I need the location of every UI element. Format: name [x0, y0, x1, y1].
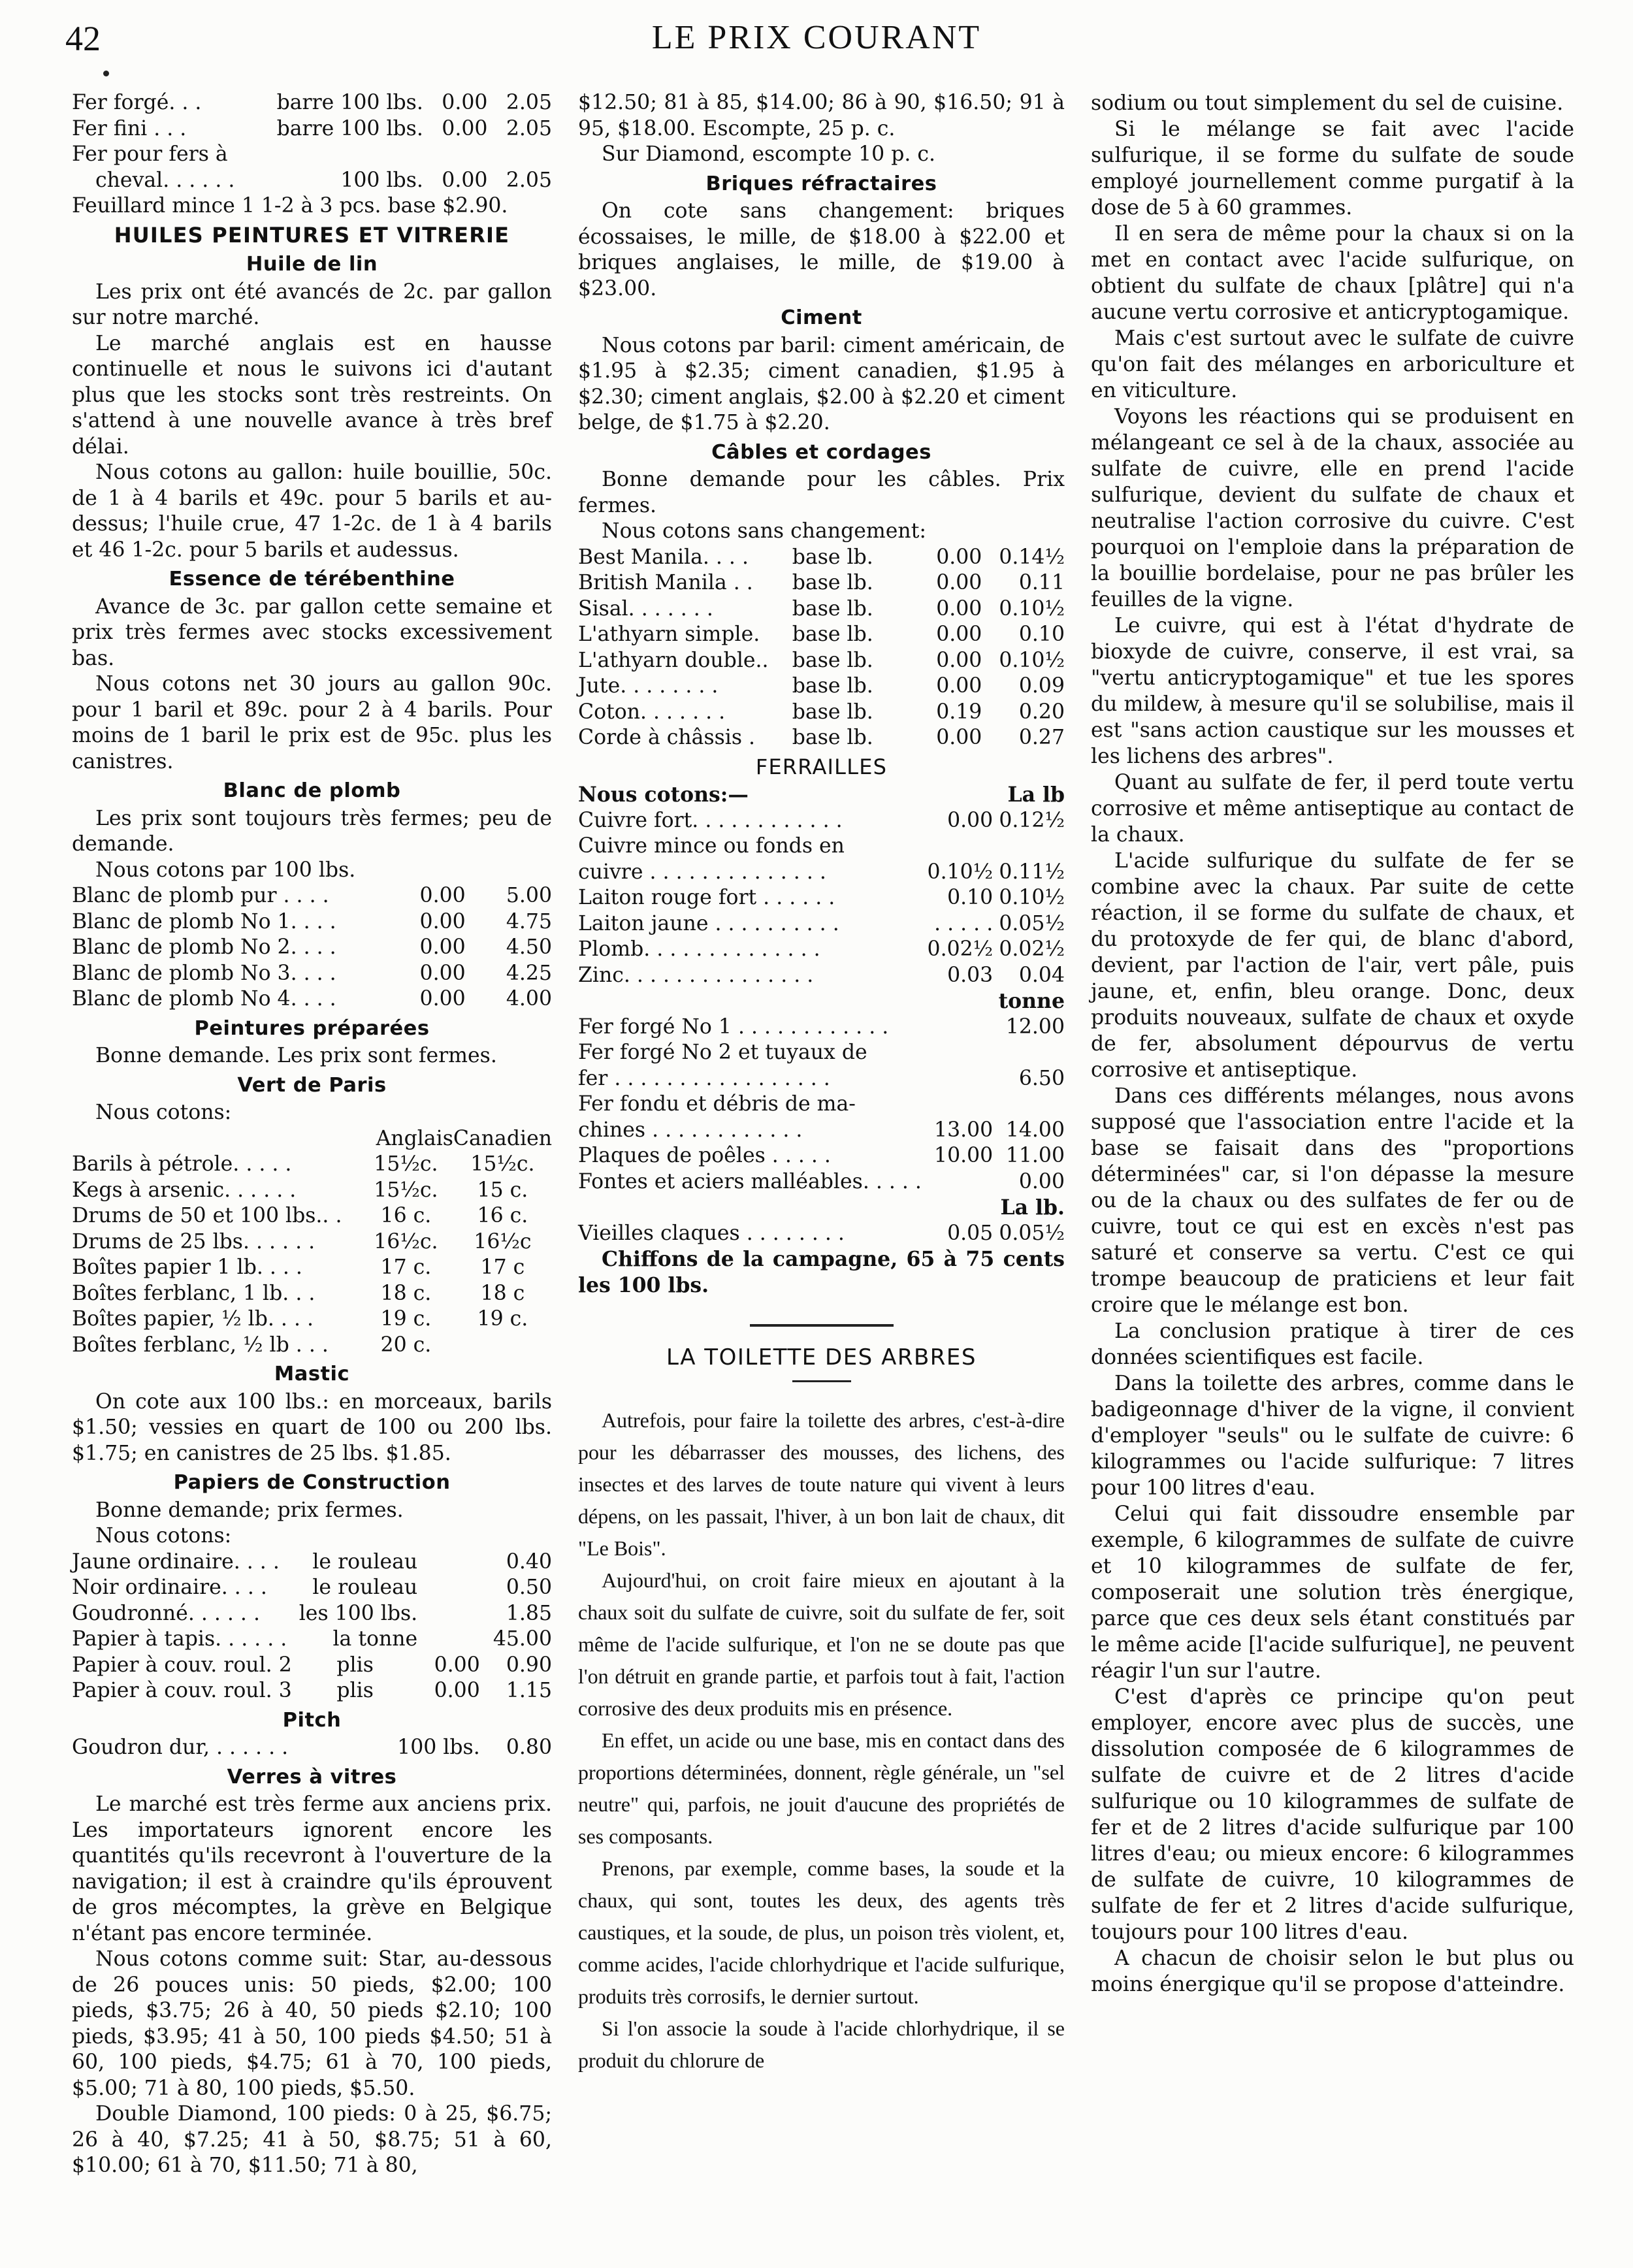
price-high: 4.75	[506, 909, 552, 933]
item-name: Boîtes ferblanc, 1 lb. . .	[72, 1281, 315, 1305]
table-row	[72, 142, 552, 168]
price-low: . . . . .	[934, 911, 994, 935]
price-low	[922, 1040, 993, 1066]
item-unit: 100 lbs.	[397, 1736, 480, 1759]
paragraph: Mais c'est surtout avec le sulfate de cuivre qu'on fait des mélanges en arboriculture et en viticulture.	[1091, 327, 1574, 402]
price-low: 0.00	[419, 884, 466, 907]
price-high: 0.10½	[999, 648, 1065, 672]
table-row	[578, 1066, 1065, 1092]
price-high: 2.05	[506, 168, 552, 192]
table-row	[72, 1229, 552, 1256]
price-high: 0.12½	[999, 808, 1065, 832]
price-high: 45.00	[493, 1627, 552, 1651]
price-high: 0.27	[1018, 726, 1065, 749]
item-unit: la tonne	[332, 1627, 418, 1651]
table-header-row	[72, 1126, 552, 1152]
column-3	[1091, 90, 1574, 1998]
price-low: 0.10½	[927, 860, 994, 884]
item-name: Drums de 50 et 100 lbs.. .	[72, 1204, 342, 1227]
table-header-row	[578, 988, 1065, 1014]
table-row	[72, 909, 552, 935]
item-name: Blanc de plomb No 3. . . .	[72, 961, 336, 985]
price-low: 0.00	[419, 935, 466, 959]
paragraph: C'est d'après ce principe qu'on peut employer, encore avec plus de succès, une dissolution composée de 6 kilogrammes de sulfate de cuivre et de 2 litres d'acide sulfurique ou 10 kilogrammes de sulfate de fer et de 2 litres d'acide sulfurique par 100 litres d'eau; ou mieux encore: 6 kilogrammes de sulfate de cuivre, 10 kilogrammes de sulfate de fer et 2 litres d'acide sulfurique, toujours pour 100 litres d'eau.	[1091, 1685, 1574, 1944]
price-high: 0.02½	[999, 937, 1065, 961]
price-english: 17 c.	[380, 1256, 432, 1279]
paragraph: Chiffons de la campagne, 65 à 75 cents les 100 lbs.	[578, 1247, 1065, 1297]
building-paper-table	[72, 1549, 552, 1704]
price-high: 6.50	[1018, 1066, 1065, 1090]
paragraph: Nous cotons:	[95, 1101, 232, 1124]
table-row	[72, 168, 552, 194]
paragraph: Les prix ont été avancés de 2c. par gallon sur notre marché.	[72, 280, 552, 329]
item-name: Cuivre mince ou fonds en	[578, 834, 845, 858]
item-name: cuivre . . . . . . . . . . . . . .	[578, 860, 826, 884]
price-english: 15½c.	[374, 1152, 438, 1176]
price-canadian: 17 c	[480, 1256, 525, 1279]
price-high: 0.10½	[999, 886, 1065, 909]
item-name: Laiton jaune . . . . . . . . . .	[578, 911, 839, 935]
paragraph: Nous cotons comme suit: Star, au-dessous de 26 pouces unis: 50 pieds, $2.00; 100 pieds, $3.75; 26 à 40, 50 pieds $2.10; 100 pieds, $3.95; 41 à 50, 100 pieds $4.50; 51 à 60, 100 pieds, $4.75; 61 à 70, 100 pieds, $5.00; 71 à 80, 100 pieds, $5.50.	[72, 1947, 552, 2100]
paragraph: Le marché anglais est en hausse continuelle et nous le suivons ici d'autant plus que les stocks sont très restreints. On s'attend à une nouvelle avance à très bref délai.	[72, 331, 552, 459]
item-name: Fontes et aciers malléables. . . . .	[578, 1169, 922, 1193]
table-row	[72, 90, 552, 116]
price-high: 2.05	[506, 91, 552, 114]
table-row	[72, 1152, 552, 1178]
price-low	[922, 1169, 993, 1195]
table-row	[578, 911, 1065, 937]
price-high	[993, 1092, 1065, 1118]
table-row	[72, 986, 552, 1012]
table-row	[578, 885, 1065, 911]
item-unit: plis	[336, 1653, 374, 1677]
table-row	[578, 700, 1065, 726]
price-canadian: 15 c.	[477, 1178, 528, 1202]
item-unit: le rouleau	[312, 1549, 418, 1574]
paragraph: Double Diamond, 100 pieds: 0 à 25, $6.75; 26 à 40, $7.25; 41 à 50, $8.75; 51 à 60, $10.00; 61 à 70, $11.50; 71 à 80,	[72, 2102, 552, 2177]
item-name: Vieilles claques . . . . . . . .	[578, 1221, 845, 1245]
price-canadian: 16 c.	[477, 1204, 528, 1227]
price-high	[993, 1040, 1065, 1066]
price-canadian: 16½c	[474, 1229, 532, 1254]
price-low	[922, 1014, 993, 1041]
cables-table	[578, 545, 1065, 751]
item-name: Coton. . . . . . .	[578, 700, 726, 724]
item-name: Cuivre fort. . . . . . . . . . . .	[578, 808, 843, 832]
table-row	[578, 673, 1065, 700]
item-name: Corde à châssis .	[578, 726, 756, 749]
paragraph: L'acide sulfurique du sulfate de fer se combine avec la chaux. Par suite de cette réaction, il se forme du sulfate de chaux, et du protoxyde de fer qui, de blanc d'abord, devient, par l'action de l'air, vert pâle, puis jaune, et, enfin, bleu orange. Donc, deux produits nouveaux, sulfate de chaux et oxyde de fer, absolument dépourvus de vertu corrosive et antiseptique.	[1091, 849, 1574, 1082]
table-row	[578, 963, 1065, 989]
price-canadian: 18 c	[480, 1281, 525, 1305]
table-row	[578, 937, 1065, 963]
divider	[750, 1324, 894, 1327]
price-low: 0.10	[947, 886, 994, 909]
item-unit: barre 100 lbs.	[276, 116, 423, 140]
section-heading: FERRAILLES	[755, 754, 888, 779]
item-name: Noir ordinaire. . . .	[72, 1576, 267, 1599]
price-high: 0.40	[506, 1549, 552, 1574]
item-name: Blanc de plomb pur . . . .	[72, 884, 329, 907]
item-name: Drums de 25 lbs. . . . . .	[72, 1229, 315, 1254]
paragraph: On cote sans changement: briques écossaises, le mille, de $18.00 à $22.00 et briques anglaises, le mille, de $19.00 à $23.00.	[578, 199, 1065, 300]
table-row	[578, 1040, 1065, 1066]
price-low	[417, 1575, 480, 1601]
subheading: Peintures préparées	[194, 1016, 430, 1040]
page-title: LE PRIX COURANT	[651, 19, 982, 56]
paragraph: $12.50; 81 à 85, $14.00; 86 à 90, $16.50; 91 à 95, $18.00. Escompte, 25 p. c.	[578, 91, 1065, 140]
price-high: 2.05	[506, 116, 552, 140]
price-english: 16 c.	[380, 1204, 432, 1227]
column-1	[72, 90, 552, 2179]
table-row	[72, 1678, 552, 1704]
item-unit: barre 100 lbs.	[276, 91, 423, 114]
price-low	[922, 1092, 993, 1118]
price-low	[417, 1549, 480, 1576]
item-unit: base lb.	[792, 571, 873, 594]
price-high: 12.00	[1005, 1014, 1065, 1039]
price-canadian: 19 c.	[477, 1307, 528, 1331]
paragraph: Prenons, par exemple, comme bases, la soude et la chaux, qui sont, toutes les deux, des agents très caustiques, et la soude, de plus, un poison très violent, et, comme acides, l'acide chlorhydrique et l'acide sulfurique, produits très corrosifs, le dernier surtout.	[578, 1856, 1065, 2008]
price-high: 1.85	[506, 1601, 552, 1625]
price-high: 5.00	[506, 884, 552, 907]
item-name: Fer pour fers à	[72, 142, 228, 166]
table-row	[578, 648, 1065, 674]
table-row	[578, 725, 1065, 751]
table-row	[578, 808, 1065, 834]
table-row	[72, 1575, 552, 1601]
price-low: 0.02½	[927, 937, 994, 961]
item-name: Blanc de plomb No 4. . . .	[72, 987, 336, 1011]
item-unit: les 100 lbs.	[299, 1601, 418, 1625]
iron-price-table	[72, 90, 552, 193]
price-english: 16½c.	[374, 1229, 438, 1254]
subheading: Verres à vitres	[227, 1765, 397, 1789]
price-low: 0.00	[936, 648, 982, 672]
item-name: L'athyarn double..	[578, 648, 769, 672]
item-name: Jute. . . . . . . .	[578, 674, 719, 698]
subheading: Câbles et cordages	[711, 440, 931, 464]
column-2	[578, 90, 1065, 2077]
table-row	[72, 1549, 552, 1576]
price-high: 0.90	[506, 1653, 552, 1677]
table-row	[72, 1735, 552, 1761]
item-unit: plis	[336, 1679, 374, 1702]
price-high: 0.05½	[999, 1221, 1065, 1245]
paragraph: Dans la toilette des arbres, comme dans le badigeonnage d'hiver de la vigne, il convient d'employer "seuls" ou le sulfate de cuivre: 6 kilogrammes ou l'acide sulfurique: 7 litres pour 100 litres d'eau.	[1091, 1372, 1574, 1500]
table-row	[72, 1333, 552, 1359]
item-name: Fer fondu et débris de ma-	[578, 1092, 856, 1116]
item-name: Fer forgé. . .	[72, 91, 202, 114]
price-low	[417, 1601, 480, 1627]
table-row	[578, 1143, 1065, 1169]
subheading: Blanc de plomb	[223, 779, 401, 802]
price-high: 14.00	[1005, 1118, 1065, 1142]
paragraph: A chacun de choisir selon le but plus ou moins énergique qu'il se propose d'atteindre.	[1091, 1947, 1574, 1996]
item-name: Blanc de plomb No 1. . . .	[72, 909, 336, 933]
price-low: 0.00	[419, 961, 466, 985]
paragraph: Aujourd'hui, on croit faire mieux en ajoutant à la chaux soit du sulfate de cuivre, soit du sulfate de fer, soit même de l'acide sulfurique, et l'on ne se doute pas que l'on détruit en grande partie, et parfois tout à fait, l'action corrosive des deux produits mis en présence.	[578, 1568, 1065, 1720]
price-low: 0.19	[936, 700, 982, 724]
paragraph: Celui qui fait dissoudre ensemble par exemple, 6 kilogrammes de sulfate de cuivre et 10 kilogrammes de sulfate de fer, composerait une solution très énergique, parce que ces deux sels étant constitués par le même acide [l'acide sulfurique], ne peuvent réagir l'un sur l'autre.	[1091, 1502, 1574, 1683]
table-row	[578, 570, 1065, 596]
price-high: 0.05½	[999, 911, 1065, 935]
price-english: 19 c.	[380, 1307, 432, 1331]
item-name: Fer forgé No 2 et tuyaux de	[578, 1041, 867, 1064]
table-row	[578, 1118, 1065, 1144]
price-low: 0.00	[936, 623, 982, 646]
subheading: Papiers de Construction	[173, 1471, 451, 1494]
paragraph: Il en sera de même pour la chaux si on la met en contact avec l'acide sulfurique, on obtient du sulfate de chaux [plâtre] qui n'a aucune vertu corrosive et anticryptogamique.	[1091, 222, 1574, 324]
price-low: 0.00	[936, 596, 982, 621]
item-name: L'athyarn simple.	[578, 623, 760, 646]
price-low: 0.00	[936, 674, 982, 698]
table-row	[72, 1653, 552, 1679]
column-header: Nous cotons:—	[578, 783, 749, 807]
price-high: 0.10	[1018, 623, 1065, 646]
item-name: Jaune ordinaire. . . .	[72, 1549, 280, 1574]
item-unit: base lb.	[792, 545, 873, 569]
paragraph: Nous cotons:	[95, 1524, 232, 1547]
price-low	[417, 1627, 480, 1653]
price-low: 0.00	[936, 545, 982, 569]
white-lead-table	[72, 883, 552, 1012]
price-high: 0.11½	[999, 860, 1065, 884]
price-high: 4.50	[506, 935, 552, 959]
item-unit: le rouleau	[312, 1576, 418, 1599]
price-low: 0.00	[936, 726, 982, 749]
table-row	[578, 1014, 1065, 1041]
price-canadian	[453, 1333, 552, 1359]
price-high: 0.80	[506, 1736, 552, 1759]
table-row	[72, 1306, 552, 1333]
price-high: 0.10½	[999, 596, 1065, 621]
subheading: Pitch	[282, 1708, 342, 1732]
paragraph: Si l'on associe la soude à l'acide chlorhydrique, il se produit du chlorure de	[578, 2016, 1065, 2072]
price-high: 0.11	[1018, 571, 1065, 594]
column-header: Canadien	[453, 1126, 552, 1150]
subheading: Ciment	[781, 306, 862, 329]
paragraph: Quant au sulfate de fer, il perd toute vertu corrosive et même antiseptique au contact de la chaux.	[1091, 771, 1574, 847]
item-unit: base lb.	[792, 648, 873, 672]
item-name: British Manila . .	[578, 571, 753, 594]
item-name: Fer forgé No 1 . . . . . . . . . . . .	[578, 1014, 889, 1039]
price-high: 4.25	[506, 961, 552, 985]
paragraph: Nous cotons net 30 jours au gallon 90c. pour 1 baril et 89c. pour 2 à 4 barils. Pour moins de 1 baril le prix est de 95c. plus les canistres.	[72, 672, 552, 773]
paragraph: Le cuivre, qui est à l'état d'hydrate de bioxyde de cuivre, conserve, il est vrai, sa "vertu anticryptogamique" et tue les spores du mildew, à mesure qu'il se solubilise, mais il est "sans action caustique sur les mousses et les lichens des arbres".	[1091, 614, 1574, 768]
item-unit: base lb.	[792, 726, 873, 749]
price-canadian: 15½c.	[470, 1152, 535, 1176]
paragraph: En effet, un acide ou une base, mis en contact dans des proportions déterminées, donnent, règle générale, un "sel neutre" qui, parfois, ne jouit d'aucune des propriétés de ses composants.	[578, 1728, 1065, 1848]
item-name: Goudron dur, . . . . . .	[72, 1736, 289, 1759]
table-row	[72, 935, 552, 961]
item-name: Papier à tapis. . . . . .	[72, 1627, 287, 1651]
item-unit: 100 lbs.	[340, 168, 423, 192]
unit-header: La lb	[1007, 783, 1065, 807]
table-row	[578, 596, 1065, 623]
paragraph: Dans ces différents mélanges, nous avons supposé que l'association entre l'acide et la base se faisait dans des "proportions déterminées" car, si l'on dépasse la mesure ou de la chaux ou des sulfates de fer ou de cuivre, tout ce qui est en excès n'est pas saturé et conserve sa vertu. C'est ce qui trompe beaucoup de praticiens et leur fait croire que le mélange est bon.	[1091, 1084, 1574, 1317]
paragraph: Avance de 3c. par gallon cette semaine et prix très fermes avec stocks excessivement bas.	[72, 594, 552, 670]
price-low: 0.00	[419, 987, 466, 1011]
paragraph: On cote aux 100 lbs.: en morceaux, barils $1.50; vessies en quart de 100 ou 200 lbs. $1.75; en canistres de 25 lbs. $1.85.	[72, 1389, 552, 1465]
paragraph: Voyons les réactions qui se produisent en mélangeant ce sel à de la chaux, associée au sulfate de cuivre, elle en prend l'acide sulfurique, devient du sulfate de chaux et neutralise l'action corrosive du cuivre. C'est pourquoi on l'emploie dans la préparation de la bouillie bordelaise, pour ne pas brûler les feuilles de la vigne.	[1091, 405, 1574, 611]
column-header: Anglais	[376, 1126, 453, 1150]
item-name: Boîtes papier, ½ lb. . . .	[72, 1307, 314, 1331]
pitch-table	[72, 1735, 552, 1761]
price-high: 0.20	[1018, 700, 1065, 724]
item-name: Goudronné. . . . . .	[72, 1601, 260, 1625]
table-header-row	[578, 1195, 1065, 1221]
paragraph: sodium ou tout simplement du sel de cuisine.	[1091, 91, 1564, 115]
subheading: Huile de lin	[246, 253, 378, 276]
item-name: Plomb. . . . . . . . . . . . . .	[578, 937, 820, 961]
item-unit: base lb.	[792, 700, 873, 724]
price-low: 0.00	[442, 116, 488, 140]
table-row	[72, 1601, 552, 1627]
table-row	[72, 1203, 552, 1229]
item-unit: base lb.	[792, 674, 873, 698]
price-low: 0.00	[419, 909, 466, 933]
page-header	[65, 18, 1568, 64]
price-low: 0.05	[947, 1221, 994, 1245]
item-name: Kegs à arsenic. . . . . .	[72, 1178, 297, 1202]
paragraph: Les prix sont toujours très fermes; peu de demande.	[72, 806, 552, 856]
item-name: Papier à couv. roul. 2	[72, 1653, 292, 1677]
article-title: LA TOILETTE DES ARBRES	[666, 1344, 977, 1370]
paragraph: La conclusion pratique à tirer de ces données scientifiques est facile.	[1091, 1320, 1574, 1369]
price-high: 1.15	[506, 1679, 552, 1702]
table-row	[72, 883, 552, 909]
paragraph: Le marché est très ferme aux anciens prix. Les importateurs ignorent encore les quantités qu'ils recevront à l'ouverture de la navigation; il est à craindre qu'ils éprouvent de gros mécomptes, la grève en Belgique n'étant pas encore terminée.	[72, 1792, 552, 1945]
item-name: Sisal. . . . . . .	[578, 596, 713, 621]
price-low: 0.00	[434, 1653, 480, 1677]
table-row	[72, 961, 552, 987]
item-name: cheval. . . . . .	[95, 168, 235, 192]
price-low: 0.00	[442, 168, 488, 192]
paragraph: Nous cotons sans changement:	[602, 519, 926, 543]
table-row	[578, 1169, 1065, 1195]
unit-header: La lb.	[1000, 1195, 1065, 1220]
paragraph: Si le mélange se fait avec l'acide sulfurique, il se forme du sulfate de soude employé journellement comme purgatif à la dose de 5 à 60 grammes.	[1091, 118, 1574, 219]
subheading: Essence de térébenthine	[169, 568, 455, 591]
table-row	[72, 1178, 552, 1204]
item-name: Boîtes ferblanc, ½ lb . . .	[72, 1333, 329, 1357]
paragraph: Bonne demande pour les câbles. Prix fermes.	[578, 468, 1065, 517]
item-name: fer . . . . . . . . . . . . . . . . .	[578, 1066, 830, 1090]
table-row	[72, 116, 552, 142]
table-header-row	[578, 782, 1065, 808]
price-low: 0.00	[947, 808, 994, 832]
price-low: 13.00	[934, 1118, 994, 1142]
item-unit: base lb.	[792, 623, 873, 646]
feuillard-line: Feuillard mince 1 1-2 à 3 pcs. base $2.90.	[72, 194, 508, 218]
price-low: 0.00	[442, 91, 488, 114]
item-name: Laiton rouge fort . . . . . .	[578, 886, 835, 909]
item-unit: base lb.	[792, 596, 873, 621]
price-low	[922, 834, 993, 860]
item-name: Blanc de plomb No 2. . . .	[72, 935, 336, 959]
scrap-table	[578, 782, 1065, 1246]
price-low	[922, 1066, 993, 1092]
price-english: 15½c.	[374, 1178, 438, 1202]
price-english: 20 c.	[380, 1333, 432, 1357]
price-high: 11.00	[1005, 1144, 1065, 1167]
paragraph: Nous cotons par baril: ciment américain, de $1.95 à $2.35; ciment canadien, $1.95 à $2.30; ciment anglais, $2.00 à $2.20 et ciment belge, de $1.75 à $2.20.	[578, 333, 1065, 434]
price-high: 0.50	[506, 1576, 552, 1599]
divider	[792, 1380, 851, 1382]
price-high: 0.00	[1018, 1169, 1065, 1193]
paragraph: Sur Diamond, escompte 10 p. c.	[602, 142, 936, 166]
item-name: Papier à couv. roul. 3	[72, 1679, 292, 1702]
ink-dot	[103, 71, 109, 76]
price-high: 4.00	[506, 987, 552, 1011]
price-high: 0.09	[1018, 674, 1065, 698]
table-row	[72, 1281, 552, 1307]
page-number: 42	[65, 19, 101, 58]
paragraph: Bonne demande; prix fermes.	[95, 1498, 404, 1522]
price-low: 0.00	[936, 571, 982, 594]
article-body	[578, 1404, 1065, 2077]
price-low: 0.00	[434, 1679, 480, 1702]
subheading: Vert de Paris	[237, 1073, 387, 1097]
paragraph: Autrefois, pour faire la toilette des arbres, c'est-à-dire pour les débarrasser des mousses, des lichens, des insectes et des larves de toute nature qui vivent à leurs dépens, on les passait, l'hiver, à un bon lait de chaux, dit "Le Bois".	[578, 1408, 1065, 1560]
table-row	[72, 1255, 552, 1281]
paragraph: Bonne demande. Les prix sont fermes.	[95, 1044, 497, 1067]
paragraph: Nous cotons par 100 lbs.	[95, 858, 356, 882]
table-row	[72, 1627, 552, 1653]
item-name: Best Manila. . . .	[578, 545, 749, 569]
table-row	[578, 1221, 1065, 1247]
table-row	[578, 860, 1065, 886]
item-name: Plaques de poêles . . . . .	[578, 1144, 831, 1167]
price-high: 0.04	[1018, 963, 1065, 987]
table-row	[578, 1092, 1065, 1118]
unit-header: tonne	[998, 989, 1065, 1013]
price-low: 0.03	[947, 963, 994, 987]
price-low: 10.00	[934, 1144, 994, 1167]
table-row	[578, 834, 1065, 860]
paragraph: Nous cotons au gallon: huile bouillie, 50c. de 1 à 4 barils et 49c. pour 5 barils et au-dessus; l'huile crue, 47 1-2c. de 1 à 4 barils et 46 1-2c. pour 5 barils et audessus.	[72, 461, 552, 562]
table-row	[578, 622, 1065, 648]
section-heading: HUILES PEINTURES ET VITRERIE	[114, 222, 510, 248]
price-high	[993, 834, 1065, 860]
item-name: Boîtes papier 1 lb. . . .	[72, 1256, 302, 1279]
table-row	[578, 545, 1065, 571]
paris-green-table	[72, 1126, 552, 1359]
item-name: Fer fini . . .	[72, 116, 187, 140]
subheading: Briques réfractaires	[705, 172, 937, 195]
item-name: Barils à pétrole. . . . .	[72, 1152, 292, 1176]
item-name: chines . . . . . . . . . . . .	[578, 1118, 803, 1142]
subheading: Mastic	[274, 1363, 350, 1385]
item-name: Zinc. . . . . . . . . . . . . . .	[578, 963, 814, 987]
price-english: 18 c.	[380, 1281, 432, 1305]
price-high: 0.14½	[999, 545, 1065, 569]
